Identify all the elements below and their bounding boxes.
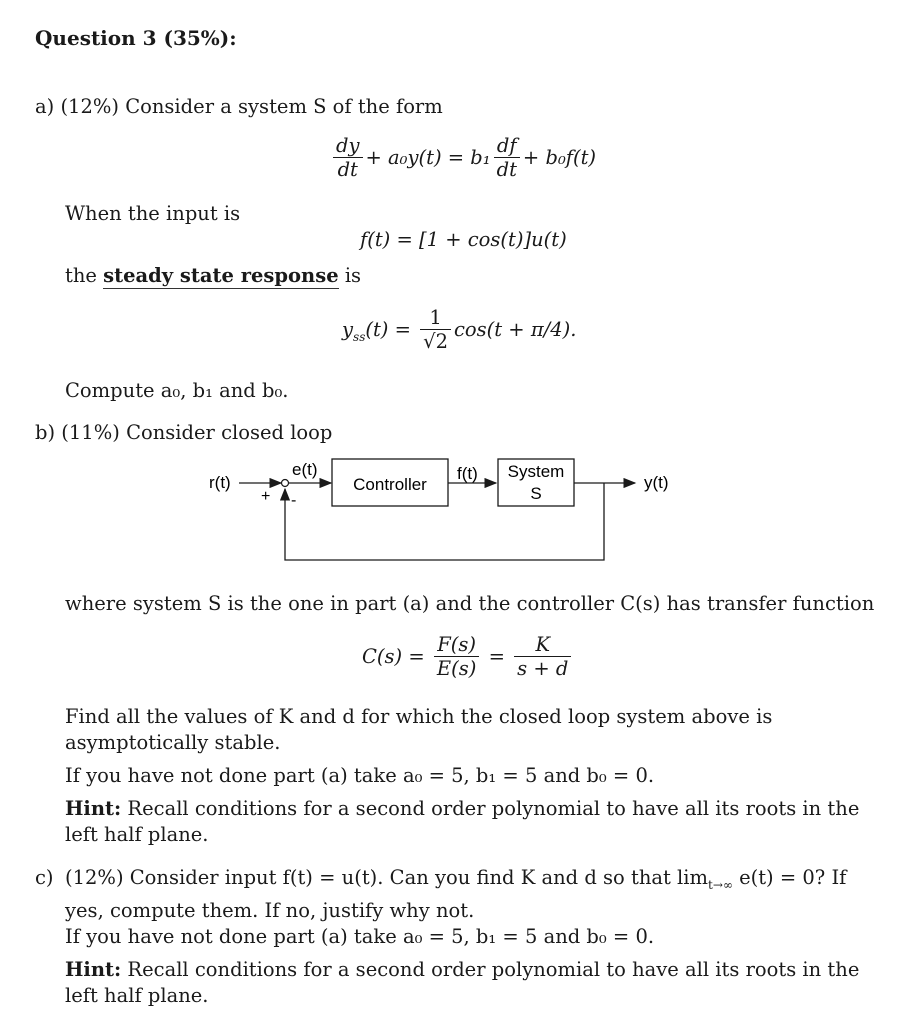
summing-junction xyxy=(282,480,289,487)
part-b-hint xyxy=(65,796,865,848)
closed-loop-diagram xyxy=(195,452,695,570)
part-c-body xyxy=(65,865,865,924)
system-label-1: System xyxy=(507,462,565,481)
cs-den2: s + d xyxy=(517,657,569,680)
part-c-text2: e(t) = 0? If yes, compute them. If no, justify why not. xyxy=(65,866,847,922)
part-b-weight: (11%) xyxy=(61,421,120,444)
part-c-weight: (12%) xyxy=(65,866,124,889)
cs-num1: F(s) xyxy=(434,634,479,657)
ode-mid: + a₀y(t) = b₁ xyxy=(365,146,491,169)
f-signal-label: f(t) xyxy=(457,464,478,483)
part-c-hint xyxy=(65,957,865,1009)
is-word: is xyxy=(344,264,362,287)
compute-text: Compute a₀, b₁ and b₀. xyxy=(65,379,289,402)
cs-num2: K xyxy=(514,634,571,657)
part-c-ifnot: If you have not done part (a) take a₀ = 5, b₁ = 5 and b₀ = 0. xyxy=(65,925,655,948)
ode-tail: + b₀f(t) xyxy=(522,146,597,169)
yss-sub: ss xyxy=(353,329,366,344)
part-b-intro: Consider closed loop xyxy=(126,421,333,444)
part-b-hint-label: Hint: xyxy=(65,797,122,820)
output-label: y(t) xyxy=(644,473,669,492)
the-word: the xyxy=(65,264,97,287)
error-label: e(t) xyxy=(292,460,318,479)
yss-rhs: cos(t + π/4). xyxy=(454,318,577,341)
system-label-2: S xyxy=(530,484,542,503)
part-c-hint-label: Hint: xyxy=(65,958,122,981)
ode-dy-num: dy xyxy=(333,135,363,158)
cs-equation xyxy=(362,634,574,681)
ode-df-den: dt xyxy=(496,158,517,181)
cs-den1: E(s) xyxy=(436,657,477,680)
yss-equation xyxy=(342,307,576,354)
yss-lhs-tail: (t) = xyxy=(365,318,411,341)
part-a-intro: Consider a system S of the form xyxy=(125,95,443,118)
part-a-label: a) xyxy=(35,95,55,118)
minus-sign: - xyxy=(291,492,297,509)
controller-label: Controller xyxy=(353,475,427,494)
input-equation: f(t) = [1 + cos(t)]u(t) xyxy=(360,228,567,251)
part-c-text: Consider input f(t) = u(t). Can you find K and d so that lim xyxy=(129,866,708,889)
input-r-label: r(t) xyxy=(209,473,231,492)
ode-df-num: df xyxy=(494,135,520,158)
feedback-path xyxy=(285,483,604,560)
find-text: Find all the values of K and d for which the closed loop system above is asymptotically stable. xyxy=(65,705,773,754)
part-c-label: c) xyxy=(35,866,54,889)
part-b-heading xyxy=(35,420,332,446)
part-b-hint-text: Recall conditions for a second order polynomial to have all its roots in the left half plane. xyxy=(65,797,860,846)
question-title: Question 3 (35%): xyxy=(35,26,237,50)
yss-den: √2 xyxy=(423,330,448,353)
steady-state-line xyxy=(65,263,361,289)
part-c-lim-sub: t→∞ xyxy=(708,877,733,892)
part-a-weight: (12%) xyxy=(60,95,119,118)
where-text: where system S is the one in part (a) and the controller C(s) has transfer function xyxy=(65,592,875,615)
part-c-hint-text: Recall conditions for a second order polynomial to have all its roots in the left half plane. xyxy=(65,958,860,1007)
part-b-label: b) xyxy=(35,421,56,444)
part-a-heading xyxy=(35,94,443,120)
cs-eq: = xyxy=(488,645,505,668)
yss-num: 1 xyxy=(420,307,451,330)
part-b-ifnot: If you have not done part (a) take a₀ = 5, b₁ = 5 and b₀ = 0. xyxy=(65,764,655,787)
ode-equation xyxy=(330,135,596,182)
ode-dy-den: dt xyxy=(337,158,358,181)
steady-state-response-term: steady state response xyxy=(103,264,339,287)
plus-sign: + xyxy=(261,488,271,505)
when-input-text: When the input is xyxy=(65,202,241,225)
cs-lhs: C(s) = xyxy=(362,645,425,668)
yss-lhs: y xyxy=(342,318,354,341)
